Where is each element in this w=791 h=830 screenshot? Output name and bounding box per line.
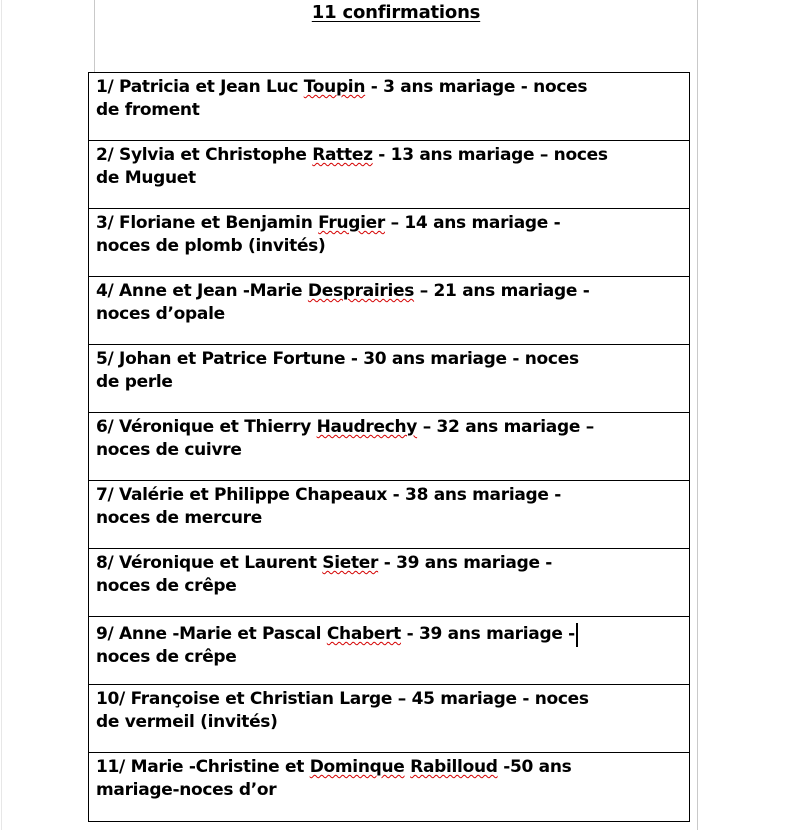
text-segment: – 21 ans mariage - (414, 281, 590, 301)
text-segment: - 3 ans mariage - noces (365, 77, 588, 97)
table-cell-text[interactable] (89, 209, 689, 258)
text-segment: de vermeil (invités) (96, 712, 278, 732)
text-segment: de perle (96, 372, 173, 392)
table-row[interactable] (89, 277, 689, 345)
text-segment: 11/ Marie -Christine et (96, 757, 310, 777)
page-left-edge-line (1, 0, 2, 830)
misspelled-word: Rattez (312, 145, 373, 165)
table-row[interactable] (89, 617, 689, 685)
table-cell-text[interactable] (89, 685, 689, 734)
outer-gridline-right (697, 0, 698, 830)
misspelled-word: Frugier (318, 213, 385, 233)
text-segment: noces de plomb (invités) (96, 236, 326, 256)
text-segment: noces de crêpe (96, 647, 237, 667)
text-segment: - 13 ans mariage – noces (372, 145, 608, 165)
misspelled-word: Desprairies (307, 281, 415, 301)
misspelled-word: Rabilloud (410, 757, 498, 777)
text-segment: noces de crêpe (96, 576, 237, 596)
text-segment: 4/ Anne et Jean -Marie (96, 281, 308, 301)
confirmations-table (88, 72, 690, 822)
text-segment: – 14 ans mariage - (384, 213, 561, 233)
table-row[interactable] (89, 685, 689, 753)
text-segment: – 32 ans mariage – (417, 417, 594, 437)
table-cell-text[interactable] (89, 141, 689, 190)
table-row[interactable] (89, 753, 689, 821)
table-row[interactable] (89, 73, 689, 141)
text-segment: 3/ Floriane et Benjamin (96, 213, 319, 233)
text-segment: 2/ Sylvia et Christophe (96, 145, 313, 165)
text-segment: 10/ Françoise et Christian Large – 45 mariage - noces (96, 689, 589, 709)
misspelled-word: Haudrechy (316, 417, 418, 437)
misspelled-word: Sieter (322, 553, 379, 573)
text-segment: noces d’opale (96, 304, 225, 324)
table-cell-text[interactable] (89, 753, 689, 802)
misspelled-word: Chabert (326, 624, 402, 644)
table-cell-text[interactable] (89, 481, 689, 530)
text-segment: de Muguet (96, 168, 196, 188)
table-cell-text[interactable] (89, 73, 689, 122)
table-row[interactable] (89, 345, 689, 413)
text-segment: 8/ Véronique et Laurent (96, 553, 323, 573)
misspelled-word: Toupin (303, 77, 366, 97)
text-segment: -50 ans (497, 757, 572, 777)
text-cursor (576, 623, 578, 647)
page-title[interactable]: 11 confirmations (311, 2, 481, 23)
text-segment: 5/ Johan et Patrice Fortune - 30 ans mariage - noces (96, 349, 579, 369)
text-segment: 7/ Valérie et Philippe Chapeaux - 38 ans mariage - (96, 485, 561, 505)
table-cell-text[interactable] (89, 549, 689, 598)
table-cell-text[interactable] (89, 617, 689, 669)
table-cell-text[interactable] (89, 345, 689, 394)
table-row[interactable] (89, 549, 689, 617)
table-row[interactable] (89, 413, 689, 481)
text-segment: - 39 ans mariage - (378, 553, 553, 573)
text-segment: noces de mercure (96, 508, 262, 528)
text-segment: mariage-noces d’or (96, 780, 277, 800)
text-segment: 6/ Véronique et Thierry (96, 417, 317, 437)
text-segment: - 39 ans mariage - (401, 624, 575, 644)
misspelled-word: Dominque (309, 757, 405, 777)
table-cell-text[interactable] (89, 413, 689, 462)
text-segment: de froment (96, 100, 200, 120)
text-segment: 9/ Anne -Marie et Pascal (96, 624, 327, 644)
table-row[interactable] (89, 209, 689, 277)
text-segment: noces de cuivre (96, 440, 242, 460)
text-segment: 1/ Patricia et Jean Luc (96, 77, 304, 97)
table-row[interactable] (89, 481, 689, 549)
table-cell-text[interactable] (89, 277, 689, 326)
table-row[interactable] (89, 141, 689, 209)
